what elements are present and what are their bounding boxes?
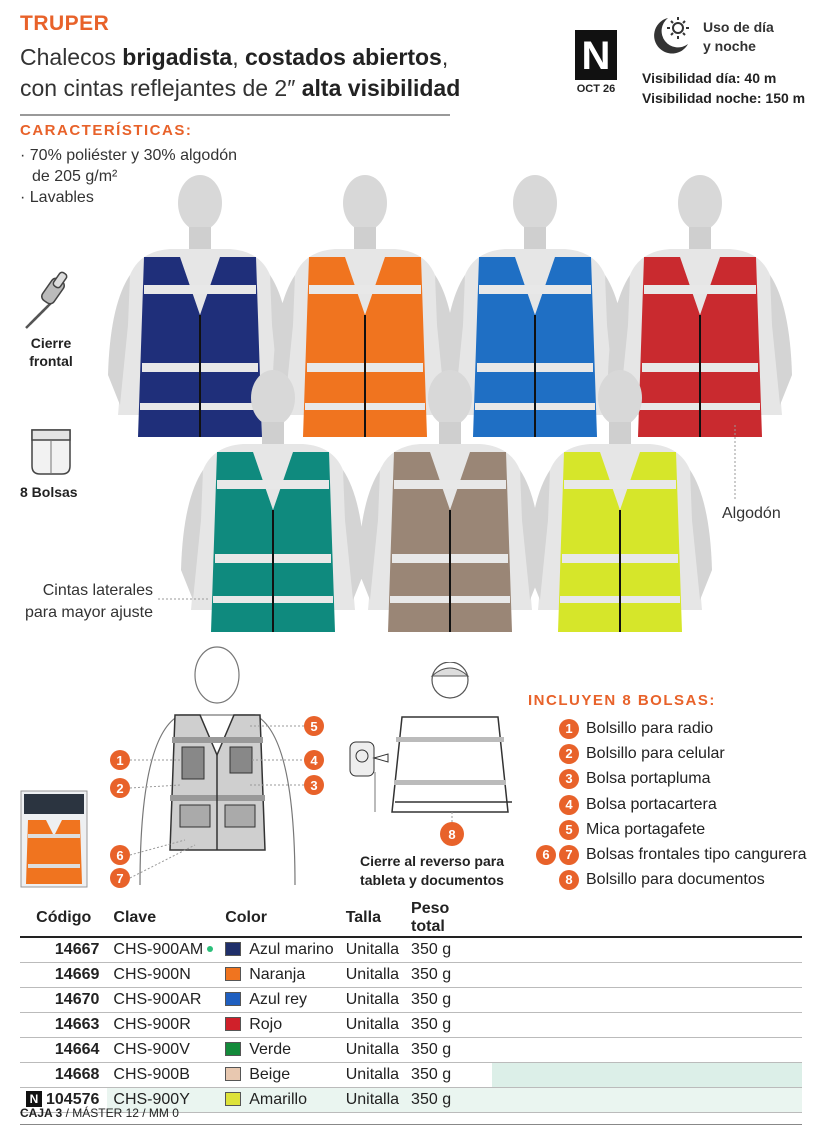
- diagram-num-6: 6: [116, 848, 124, 863]
- key-value: CHS-900N: [113, 965, 191, 983]
- color-value: Azul rey: [249, 990, 307, 1008]
- header-weight: Peso total: [405, 900, 492, 937]
- cell-size: Unitalla: [340, 1037, 405, 1062]
- back-caption-line: Cierre al reverso para: [360, 853, 504, 869]
- new-mini-badge: N: [26, 1091, 42, 1107]
- color-value: Amarillo: [249, 1090, 307, 1108]
- header-spacer: [492, 900, 802, 937]
- pocket-number: 1: [559, 719, 579, 739]
- cell-code: [20, 987, 107, 1012]
- includes-title: INCLUYEN 8 BOLSAS:: [528, 692, 716, 709]
- color-value: Beige: [249, 1065, 291, 1083]
- cell-size: Unitalla: [340, 1062, 405, 1087]
- title-text: con cintas reflejantes de 2″: [20, 75, 302, 101]
- cell-color: [219, 1087, 339, 1112]
- back-pocket-diagram: [340, 662, 525, 852]
- header-size: Talla: [340, 900, 405, 937]
- cell-weight: 350 g: [405, 937, 492, 962]
- pocket-number: 8: [559, 870, 579, 890]
- includes-item-label: Bolsas frontales tipo cangurera: [586, 846, 807, 864]
- cell-code: [20, 1062, 107, 1087]
- zipper-label: [26, 334, 76, 370]
- header-key: Clave: [107, 900, 219, 937]
- cell-color: [219, 1062, 339, 1087]
- includes-item: [528, 792, 807, 817]
- table-row: [20, 987, 802, 1012]
- cell-spacer: [492, 1012, 802, 1037]
- cell-weight: 350 g: [405, 1012, 492, 1037]
- vests-illustration: [90, 175, 820, 655]
- includes-item: [528, 868, 807, 893]
- includes-list: [528, 716, 807, 893]
- cell-color: [219, 987, 339, 1012]
- cell-color: [219, 962, 339, 987]
- front-pocket-diagram: [100, 645, 335, 895]
- pocket-number: 7: [559, 845, 579, 865]
- pocket-number: 3: [559, 769, 579, 789]
- color-swatch: [225, 1042, 241, 1056]
- zipper-icon: [20, 270, 72, 332]
- code-value: 14663: [54, 1015, 100, 1033]
- cell-weight: 350 g: [405, 1062, 492, 1087]
- title-divider: [20, 114, 450, 116]
- diagram-num-5: 5: [310, 719, 318, 734]
- cell-code: [20, 1037, 107, 1062]
- page-title: [20, 42, 580, 104]
- table-row: [20, 962, 802, 987]
- color-swatch: [225, 992, 241, 1006]
- pocket-number: 4: [559, 795, 579, 815]
- cell-size: Unitalla: [340, 987, 405, 1012]
- includes-item-label: Bolsillo para documentos: [586, 871, 765, 889]
- table-row: [20, 1062, 802, 1087]
- includes-item: [528, 716, 807, 741]
- title-bold: alta visibilidad: [301, 75, 461, 101]
- color-swatch: [225, 1092, 241, 1106]
- includes-item-label: Bolsa portacartera: [586, 795, 717, 813]
- visibility-info: [642, 68, 805, 108]
- title-bold: costados abiertos: [244, 44, 442, 70]
- includes-item-label: Mica portagafete: [586, 820, 706, 838]
- code-value: 104576: [46, 1090, 100, 1108]
- diagram-num-3: 3: [310, 778, 318, 793]
- cell-spacer: [492, 1062, 802, 1087]
- footer-caja: CAJA 3: [20, 1106, 63, 1120]
- day-night-line: Uso de día: [703, 19, 774, 35]
- cell-spacer: [492, 1087, 802, 1112]
- new-date: OCT 26: [576, 83, 616, 95]
- includes-item: [528, 842, 807, 867]
- package-image: [20, 790, 88, 888]
- cell-code: [20, 937, 107, 962]
- includes-item: [528, 767, 807, 792]
- cell-size: Unitalla: [340, 1087, 405, 1112]
- cell-key: [107, 937, 219, 962]
- code-value: 14664: [54, 1040, 100, 1058]
- title-bold: brigadista: [122, 44, 233, 70]
- diagram-num-7: 7: [116, 871, 124, 886]
- code-value: 14667: [54, 940, 100, 958]
- feature-line: · 70% poliéster y 30% algodón: [20, 147, 238, 164]
- pocket-icon: [30, 428, 72, 476]
- cell-size: Unitalla: [340, 962, 405, 987]
- cell-color: [219, 937, 339, 962]
- key-value: CHS-900AR: [113, 990, 202, 1008]
- cell-color: [219, 1037, 339, 1062]
- zipper-label-line: frontal: [29, 353, 73, 369]
- cell-key: [107, 1012, 219, 1037]
- cell-key: [107, 1062, 219, 1087]
- color-value: Naranja: [249, 965, 306, 983]
- table-header: [20, 900, 802, 937]
- feature-line: · Lavables: [20, 189, 94, 206]
- day-night-icon: [648, 14, 693, 58]
- brand-logo: TRUPER: [20, 12, 110, 35]
- cell-weight: 350 g: [405, 962, 492, 987]
- straps-label-line: Cintas laterales: [42, 582, 153, 599]
- header-color: Color: [219, 900, 339, 937]
- key-value: CHS-900AM: [113, 940, 204, 958]
- diagram-num-2: 2: [116, 781, 124, 796]
- cell-weight: 350 g: [405, 1087, 492, 1112]
- cell-spacer: [492, 1037, 802, 1062]
- color-value: Azul marino: [249, 940, 334, 958]
- key-value: CHS-900V: [113, 1040, 190, 1058]
- features-title: CARACTERÍSTICAS:: [20, 122, 193, 139]
- pocket-number: 2: [559, 744, 579, 764]
- key-value: CHS-900B: [113, 1065, 190, 1083]
- diagram-num-8: 8: [448, 827, 456, 842]
- includes-item: [528, 817, 807, 842]
- cell-code: [20, 962, 107, 987]
- packaging-info: [20, 1106, 179, 1120]
- cotton-label: Algodón: [722, 505, 781, 522]
- color-swatch: [225, 1067, 241, 1081]
- table-row: [20, 1037, 802, 1062]
- diagram-num-1: 1: [116, 753, 124, 768]
- new-letter: N: [575, 30, 617, 80]
- pocket-number: 6: [536, 845, 556, 865]
- straps-label: [18, 580, 153, 624]
- title-text: ,: [232, 44, 245, 70]
- cell-size: Unitalla: [340, 937, 405, 962]
- includes-item-label: Bolsa portapluma: [586, 770, 711, 788]
- product-table: [20, 900, 802, 1113]
- back-caption: [352, 852, 512, 890]
- cell-color: [219, 1012, 339, 1037]
- straps-label-line: para mayor ajuste: [24, 604, 153, 621]
- key-value: CHS-900R: [113, 1015, 191, 1033]
- cell-key: [107, 987, 219, 1012]
- pockets-label: 8 Bolsas: [20, 484, 78, 500]
- visibility-day: Visibilidad día: 40 m: [642, 70, 777, 86]
- color-swatch: [225, 1017, 241, 1031]
- cell-spacer: [492, 937, 802, 962]
- cell-weight: 350 g: [405, 987, 492, 1012]
- code-value: 14670: [54, 990, 100, 1008]
- day-night-label: [703, 18, 774, 56]
- feature-line: de 205 g/m²: [32, 168, 118, 185]
- table-row: [20, 1012, 802, 1037]
- cell-key: [107, 962, 219, 987]
- color-value: Rojo: [249, 1015, 283, 1033]
- color-swatch: [225, 967, 241, 981]
- code-value: 14669: [54, 965, 100, 983]
- includes-item: [528, 741, 807, 766]
- cell-key: [107, 1037, 219, 1062]
- back-caption-line: tableta y documentos: [360, 872, 504, 888]
- cell-weight: 350 g: [405, 1037, 492, 1062]
- cell-spacer: [492, 987, 802, 1012]
- status-dot-icon: [207, 946, 213, 952]
- color-swatch: [225, 942, 241, 956]
- visibility-night: Visibilidad noche: 150 m: [642, 90, 806, 106]
- cell-spacer: [492, 962, 802, 987]
- code-value: 14668: [54, 1065, 100, 1083]
- diagram-num-4: 4: [310, 753, 318, 768]
- day-night-line: y noche: [703, 38, 756, 54]
- table-row: [20, 937, 802, 962]
- footer-divider: [20, 1124, 802, 1125]
- includes-item-label: Bolsillo para celular: [586, 744, 725, 762]
- key-value: CHS-900Y: [113, 1090, 190, 1108]
- cell-code: [20, 1012, 107, 1037]
- includes-item-label: Bolsillo para radio: [586, 719, 714, 737]
- cell-size: Unitalla: [340, 1012, 405, 1037]
- zipper-label-line: Cierre: [30, 335, 72, 351]
- footer-rest: / MÁSTER 12 / MM 0: [62, 1106, 179, 1120]
- title-text: ,: [441, 44, 449, 70]
- color-value: Verde: [249, 1040, 292, 1058]
- header-code: Código: [20, 900, 107, 937]
- new-badge: [575, 30, 617, 100]
- pocket-number: 5: [559, 820, 579, 840]
- title-text: Chalecos: [20, 44, 123, 70]
